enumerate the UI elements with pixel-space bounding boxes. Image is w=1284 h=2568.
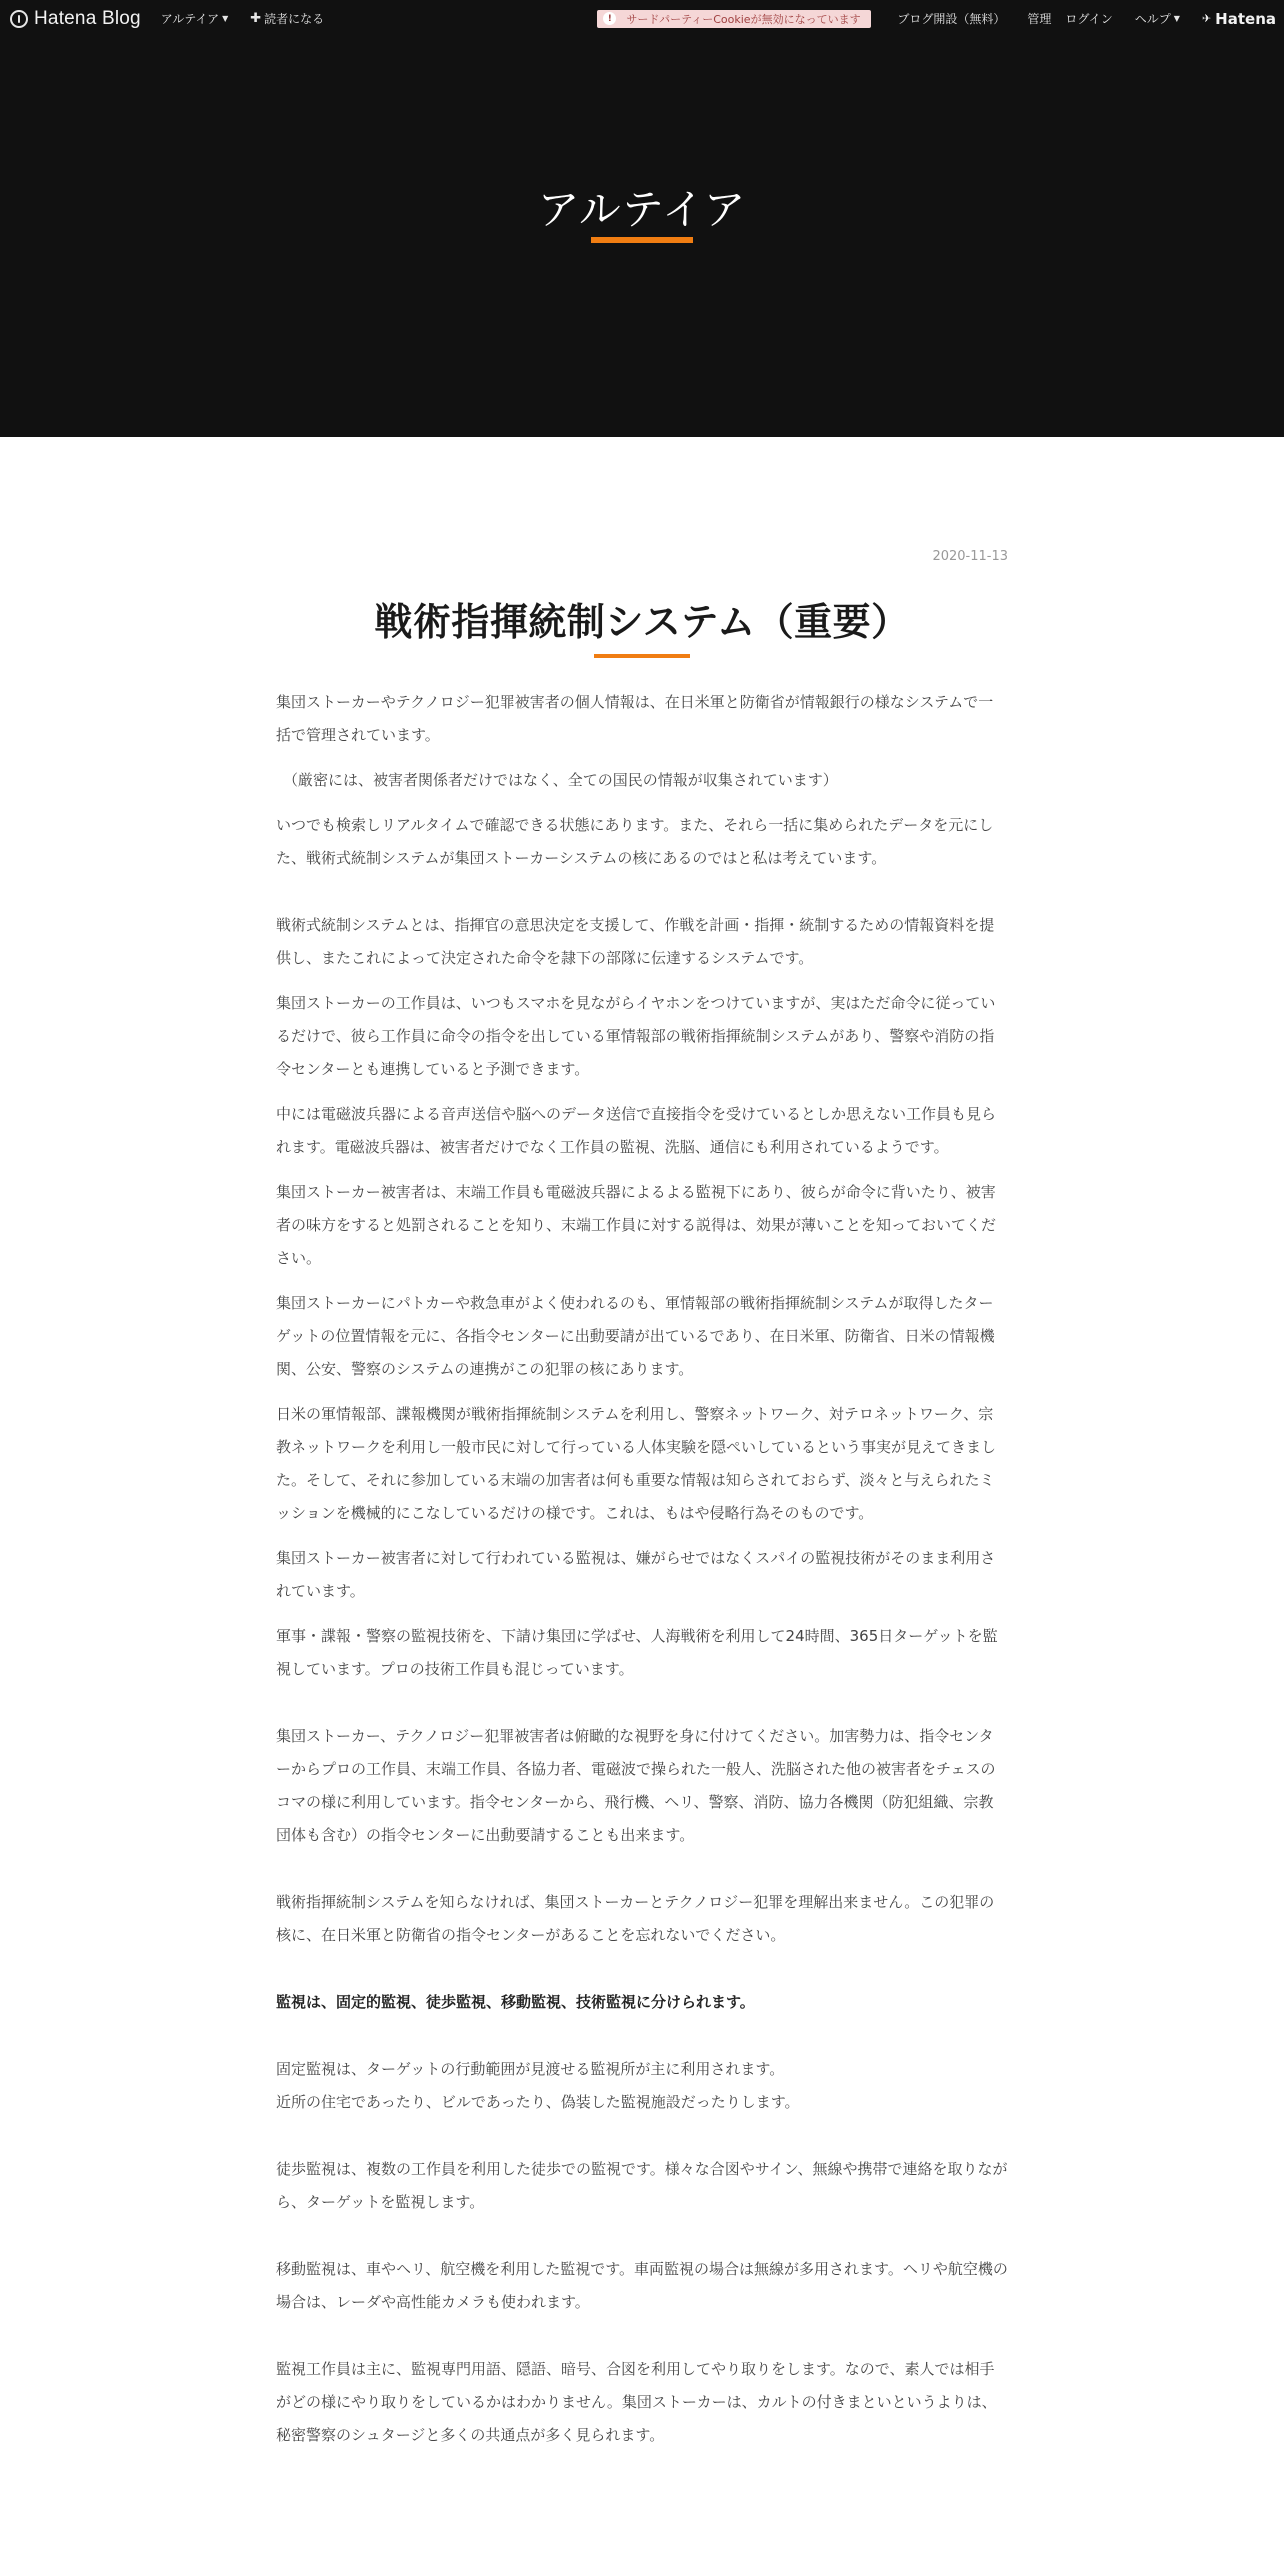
blog-header xyxy=(0,37,1284,437)
caret-down-icon: ▼ xyxy=(222,14,229,23)
entry-title-underline xyxy=(594,654,690,658)
paragraph: 徒歩監視は、複数の工作員を利用した徒歩での監視です。様々な合図やサイン、無線や携帯で連絡を取りながら、ターゲットを監視します。 xyxy=(276,2160,1008,2211)
warning-icon: ! xyxy=(603,12,616,25)
hatena-blog-logo-text: Hatena Blog xyxy=(34,7,141,29)
paragraph: いつでも検索しリアルタイムで確認できる状態にあります。また、それら一括に集められたデータを元にした、戦術式統制システムが集団ストーカーシステムの核にあるのではと私は考えています。 xyxy=(276,816,994,867)
caret-down-icon: ▼ xyxy=(1173,14,1180,23)
paragraph: 戦術式統制システムとは、指揮官の意思決定を支援して、作戦を計画・指揮・統制するための情報資料を提供し、またこれによって決定された命令を隷下の部隊に伝達するシステムです。 xyxy=(276,916,995,967)
subscribe-label: 読者になる xyxy=(264,12,325,26)
entry-date[interactable]: 2020-11-13 xyxy=(932,549,1008,564)
paragraph-bold: 監視は、固定的監視、徒歩監視、移動監視、技術監視に分けられます。 xyxy=(276,1993,755,2011)
plus-icon: ✚ xyxy=(250,11,262,26)
text-line: 近所の住宅であったり、ビルであったり、偽装した監視施設だったりします。 xyxy=(276,2093,800,2111)
global-header xyxy=(0,0,1284,37)
cookie-notice-text: サードパーティーCookieが無効になっています xyxy=(626,12,861,26)
paragraph: （厳密には、被害者関係者だけではなく、全ての国民の情報が収集されています） xyxy=(283,771,838,789)
paragraph: 日米の軍情報部、諜報機関が戦術指揮統制システムを利用し、警察ネットワーク、対テロネットワーク、宗教ネットワークを利用し一般市民に対して行っている人体実験を隠ぺいしているという事実が見えてきました。そして、それに参加している末端の加害者は何も重要な情報は知らされておらず、淡々と与えられたミッションを機械的にこなしているだけの様です。これは、もはや侵略行為そのものです。 xyxy=(276,1405,997,1522)
paragraph: 戦術指揮統制システムを知らなければ、集団ストーカーとテクノロジー犯罪を理解出来ません。この犯罪の核に、在日米軍と防衛省の指令センターがあることを忘れないでください。 xyxy=(276,1893,995,1944)
paragraph xyxy=(276,2053,1008,2119)
third-party-cookie-notice[interactable] xyxy=(597,10,871,28)
paragraph: 集団ストーカーにパトカーや救急車がよく使われるのも、軍情報部の戦術指揮統制システムが取得したターゲットの位置情報を元に、各指令センターに出動要請が出ているであり、在日米軍、防衛省、日米の情報機関、公安、警察のシステムの連携がこの犯罪の核にあります。 xyxy=(276,1294,995,1378)
paragraph: 集団ストーカーの工作員は、いつもスマホを見ながらイヤホンをつけていますが、実はただ命令に従っているだけで、彼ら工作員に命令の指令を出している軍情報部の戦術指揮統制システムがあり、警察や消防の指令センターとも連携していると予測できます。 xyxy=(276,994,996,1078)
paragraph: 集団ストーカーやテクノロジー犯罪被害者の個人情報は、在日米軍と防衛省が情報銀行の様なシステムで一括で管理されています。 xyxy=(276,693,994,744)
login-link[interactable]: ログイン xyxy=(1065,12,1113,26)
entry-title[interactable]: 戦術指揮統制システム（重要） xyxy=(374,600,910,644)
entry-content xyxy=(276,686,1008,2452)
help-label: ヘルプ xyxy=(1134,12,1171,26)
blog-title[interactable]: アルテイア xyxy=(537,185,747,234)
paragraph: 集団ストーカー被害者に対して行われている監視は、嫌がらせではなくスパイの監視技術がそのまま利用されています。 xyxy=(276,1549,996,1600)
paragraph: 移動監視は、車やヘリ、航空機を利用した監視です。車両監視の場合は無線が多用されます。ヘリや航空機の場合は、レーダや高性能カメラも使われます。 xyxy=(276,2260,1008,2311)
paragraph: 監視工作員は主に、監視専門用語、隠語、暗号、合図を利用してやり取りをします。なので、素人では相手がどの様にやり取りをしているかはわかりません。集団ストーカーは、カルトの付きまといというよりは、秘密警察のシュタージと多くの共通点が多く見られます。 xyxy=(276,2360,997,2444)
blog-title-underline xyxy=(591,237,693,243)
paragraph: 中には電磁波兵器による音声送信や脳へのデータ送信で直接指令を受けているとしか思えない工作員も見られます。電磁波兵器は、被害者だけでなく工作員の監視、洗脳、通信にも利用されているようです。 xyxy=(276,1105,997,1156)
blog-menu-dropdown[interactable] xyxy=(161,10,228,27)
blog-menu-label: アルテイア xyxy=(160,12,220,26)
subscribe-button[interactable] xyxy=(250,10,324,27)
hatena-bird-icon: ✈ xyxy=(1201,12,1212,25)
hatena-brand-label: Hatena xyxy=(1215,9,1276,28)
help-dropdown[interactable] xyxy=(1135,10,1180,27)
entry xyxy=(276,548,1008,2464)
paragraph: 軍事・諜報・警察の監視技術を、下請け集団に学ばせ、人海戦術を利用して24時間、365日ターゲットを監視しています。プロの技術工作員も混じっています。 xyxy=(276,1627,998,1678)
paragraph: 集団ストーカー、テクノロジー犯罪被害者は俯瞰的な視野を身に付けてください。加害勢力は、指令センターからプロの工作員、末端工作員、各協力者、電磁波で操られた一般人、洗脳された他の被害者をチェスのコマの様に利用しています。指令センターから、飛行機、ヘリ、警察、消防、協力各機関（防犯組織、宗教団体も含む）の指令センターに出動要請することも出来ます。 xyxy=(276,1727,996,1844)
paragraph: 集団ストーカー被害者は、末端工作員も電磁波兵器によるよる監視下にあり、彼らが命令に背いたり、被害者の味方をすると処罰されることを知り、末端工作員に対する説得は、効果が薄いことを知っておいてください。 xyxy=(276,1183,997,1267)
hatena-blog-logo-icon xyxy=(10,10,28,28)
text-line: 固定監視は、ターゲットの行動範囲が見渡せる監視所が主に利用されます。 xyxy=(276,2060,785,2078)
create-blog-link[interactable]: ブログ開設（無料） xyxy=(897,12,1006,26)
admin-link[interactable]: 管理 xyxy=(1027,12,1052,26)
hatena-blog-logo[interactable] xyxy=(10,8,141,30)
hatena-brand-link[interactable] xyxy=(1202,10,1276,28)
